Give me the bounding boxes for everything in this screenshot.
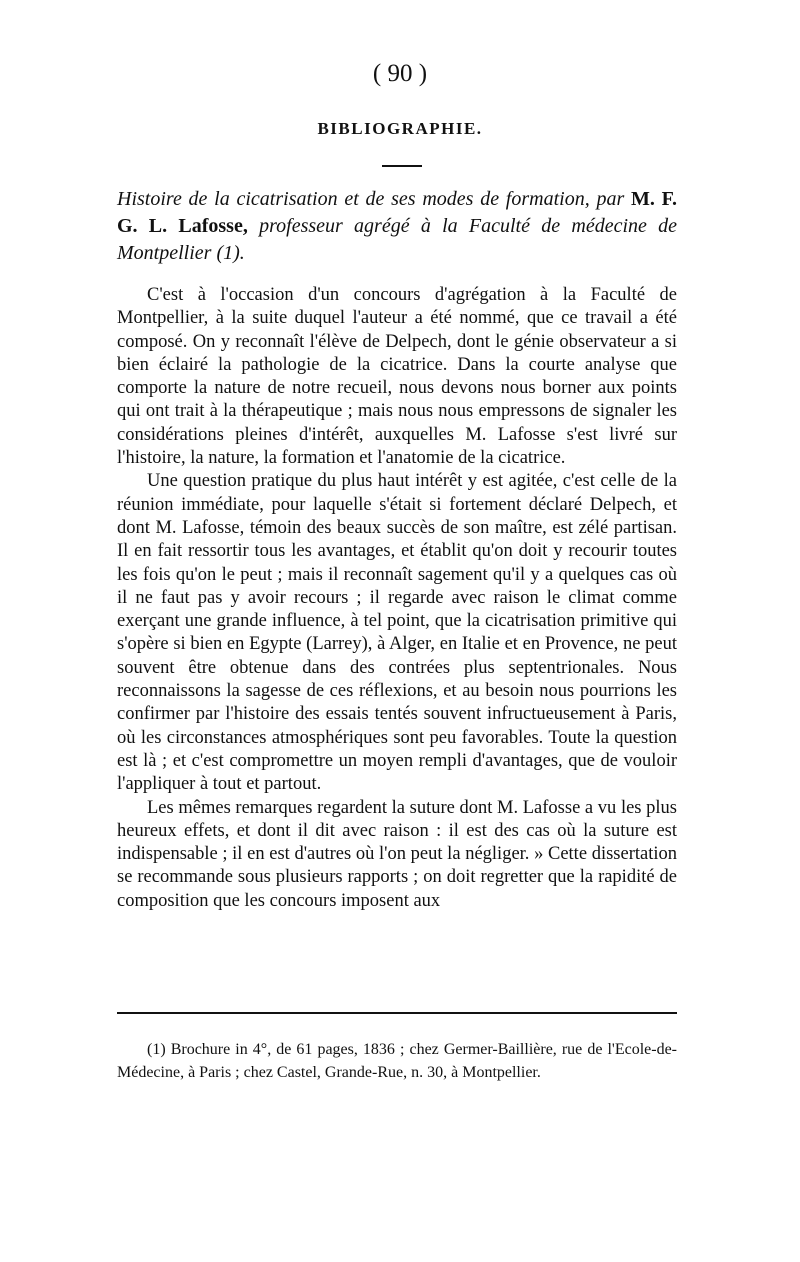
footnote: (1) Brochure in 4°, de 61 pages, 1836 ; chez Germer-Baillière, rue de l'Ecole-de-Médecine, à Paris ; chez Castel, Grande-Rue, n. 30, à Montpellier.	[117, 1041, 677, 1081]
title-divider	[382, 165, 422, 167]
book-title-main: Histoire de la cicatrisation et de ses modes de formation, par	[117, 188, 625, 210]
book-author-affiliation: professeur agrégé à la Faculté de médecine de Montpellier	[117, 215, 678, 264]
paragraph: C'est à l'occasion d'un concours d'agrégation à la Faculté de Montpellier, à la suite duquel l'auteur a été nommé, que ce travail a été composé. On y reconnaît l'élève de Delpech, dont le génie observateur a si bien éclairé la pathologie de la cicatrice. Dans la courte analyse que comporte la nature de notre recueil, nous devons nous borner aux points qui ont trait à la thérapeutique ; mais nous nous empressons de signaler les considérations pleines d'intérêt, auxquelles M. Lafosse s'est livré sur l'histoire, la nature, la formation et l'anatomie de la cicatrice.	[117, 285, 677, 469]
review-body	[117, 284, 677, 913]
footnote-divider	[117, 1012, 677, 1014]
paragraph: Les mêmes remarques regardent la suture dont M. Lafosse a vu les plus heureux effets, et dont il dit avec raison : il est des cas où la suture est indispensable ; il en est d'autres où l'on peut la négliger. » Cette dissertation se recommande sous plusieurs rapports ; on doit regretter que la rapidité de composition que les concours imposent aux	[117, 797, 677, 911]
book-author: M. F. G. L. Lafosse,	[117, 188, 678, 237]
footnote-reference: (1).	[216, 242, 245, 264]
section-title: BIBLIOGRAPHIE.	[317, 119, 483, 138]
book-title	[117, 186, 677, 267]
page-number: ( 90 )	[372, 60, 428, 87]
paragraph: Une question pratique du plus haut intérêt y est agitée, c'est celle de la réunion immédiate, pour laquelle s'était si fortement déclaré Delpech, et dont M. Lafosse, témoin des beaux succès de son maître, est zélé partisan. Il en fait ressortir tous les avantages, et établit qu'on doit y recourir toutes les fois qu'on le peut ; mais il reconnaît sagement qu'il y a quelques cas où il ne faut pas y avoir recours ; il regarde avec raison le climat comme exerçant une grande influence, à tel point, que la cicatrisation primitive qui s'opère si bien en Egypte (Larrey), à Alger, en Italie et en Provence, ne peut souvent être obtenue dans des contrées plus septentrionales. Nous reconnaissons la sagesse de ces réflexions, et au besoin nous pourrions les confirmer par l'histoire des essais tentés souvent infructueusement à Paris, où les circonstances atmosphériques sont peu favorables. Toute la question est là ; et c'est compromettre un moyen rempli d'avantages, que de vouloir l'appliquer à tout et partout.	[117, 471, 677, 795]
